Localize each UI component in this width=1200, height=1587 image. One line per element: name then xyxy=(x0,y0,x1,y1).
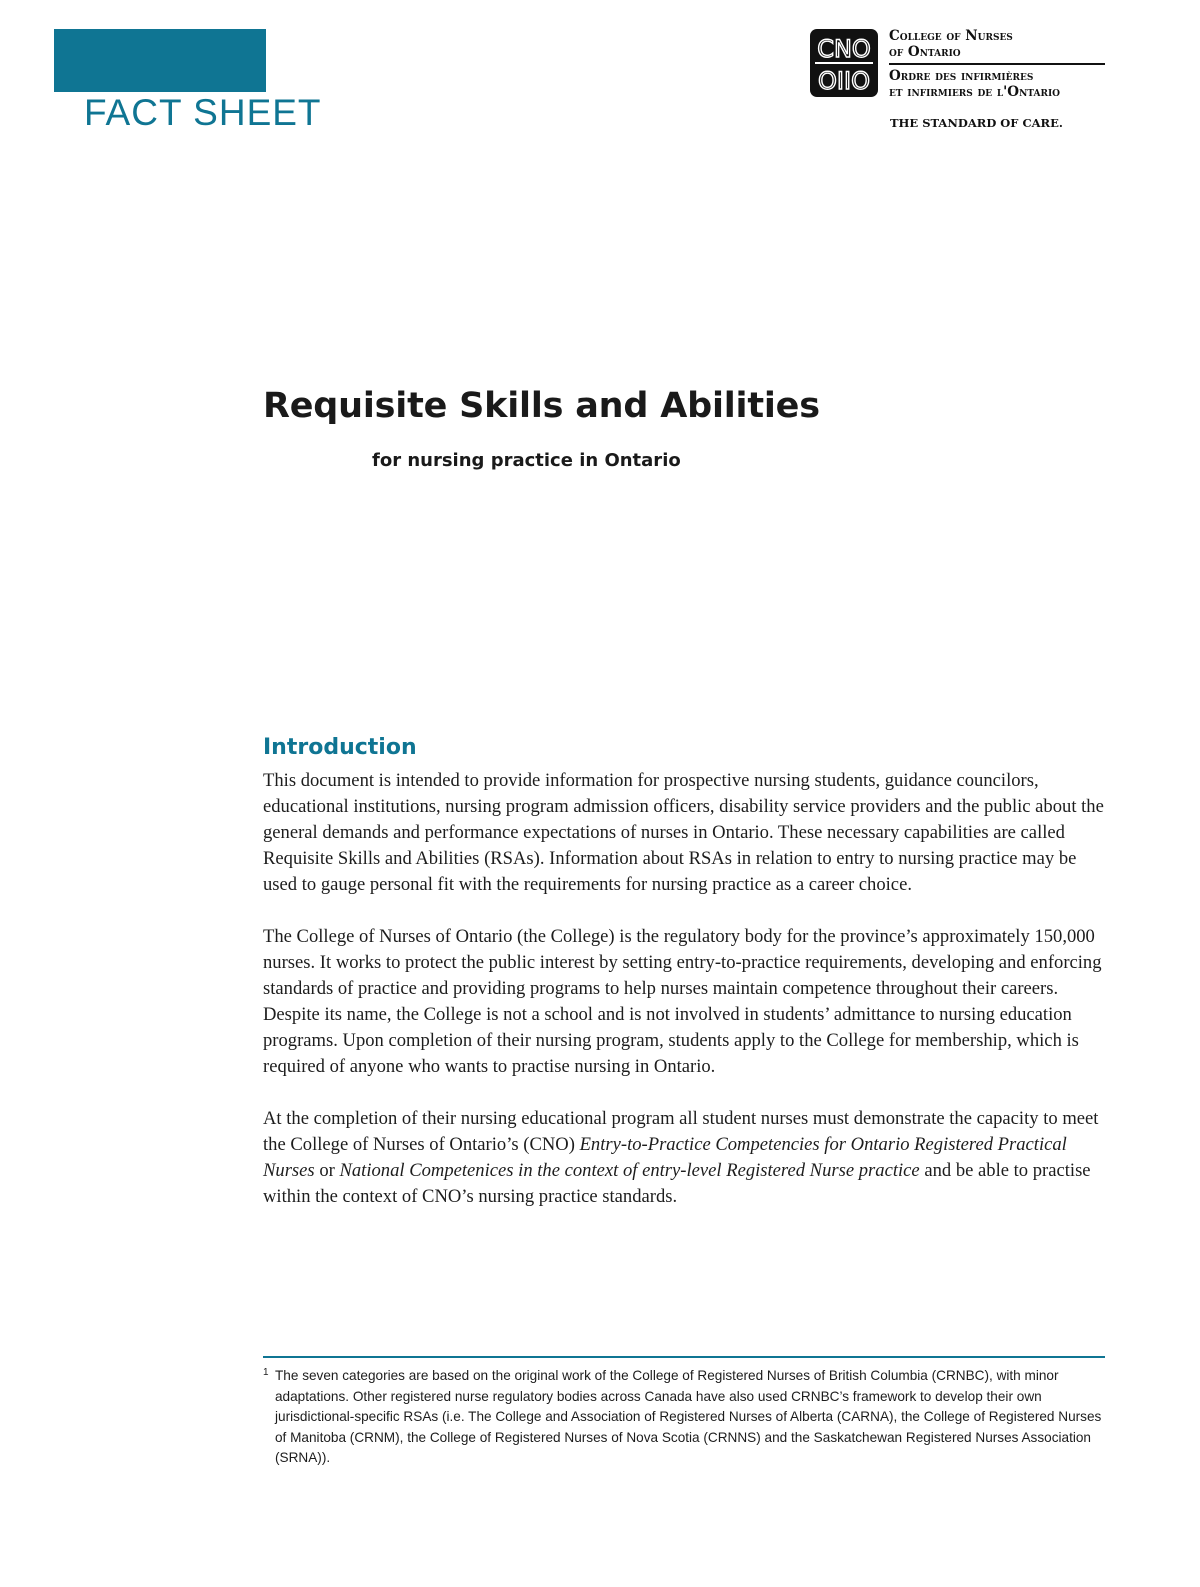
logo-line-french-2: et infirmiers de l'Ontario xyxy=(889,83,1061,100)
monogram-bottom-text: OIIO xyxy=(818,67,870,95)
document-title: Requisite Skills and Abilities xyxy=(263,386,820,426)
fact-sheet-label: FACT SHEET xyxy=(84,92,322,133)
logo-line-english-2: of Ontario xyxy=(889,43,961,60)
introduction-heading: Introduction xyxy=(263,735,417,760)
introduction-section xyxy=(263,734,1113,1236)
cno-monogram-icon xyxy=(809,28,879,98)
logo-line-french-1: Ordre des infirmières xyxy=(889,68,1034,84)
para3-text-1: At the completion of their nursing educational program all student nurses must demonstrate the capacity to meet the College of Nurses of Ontario’s (CNO) xyxy=(263,1108,1099,1155)
introduction-paragraph-3 xyxy=(263,1106,1113,1210)
footnote-text: The seven categories are based on the original work of the College of Registered Nurses of British Columbia (CRNBC), with minor adaptations. Other registered nurse regulatory bodies across Canada have also used CRNBC’s framework to develop their own jurisdictional-specific RSAs (i.e. The College and Association of Registered Nurses of Alberta (CARNA), the College of Registered Nurses of Manitoba (CRNM), the College of Registered Nurses of Nova Scotia (CRNNS) and the Saskatchewan Registered Nurses Association (SRNA)). xyxy=(275,1368,1102,1465)
logo-divider xyxy=(889,63,1105,65)
logo-line-english-1: College of Nurses xyxy=(889,28,1013,44)
introduction-paragraph-2: The College of Nurses of Ontario (the College) is the regulatory body for the province’s approximately 150,000 nurses. It works to protect the public interest by setting entry-to-practice requirements, developing and enforcing standards of practice and providing programs to help nurses maintain competence throughout their careers. Despite its name, the College is not a school and is not involved in students’ admittance to nursing education programs. Upon completion of their nursing program, students apply to the College for membership, which is required of anyone who wants to practise nursing in Ontario. xyxy=(263,926,1102,1077)
cno-logo xyxy=(809,28,1129,138)
footnote-divider xyxy=(263,1356,1105,1358)
header-color-bar xyxy=(54,29,266,92)
logo-tagline: THE STANDARD OF CARE. xyxy=(890,116,1063,130)
introduction-paragraph-1: This document is intended to provide information for prospective nursing students, guidance councilors, educational institutions, nursing program admission officers, disability service providers and the public about the general demands and performance expectations of nurses in Ontario. These necessary capabilities are called Requisite Skills and Abilities (RSAs). Information about RSAs in relation to entry to nursing practice may be used to gauge personal fit with the requirements for nursing practice as a career choice. xyxy=(263,770,1104,895)
para3-italic-title-2: National Competenices in the context of entry-level Registered Nurse practice xyxy=(339,1160,920,1181)
monogram-top-text: CNO xyxy=(817,35,871,63)
para3-text-3: and be able to practise within the context of CNO’s nursing practice standards. xyxy=(263,1160,1091,1207)
logo-wordmark xyxy=(889,29,1105,100)
para3-italic-title-1: Entry-to-Practice Competencies for Ontario Registered Practical Nurses xyxy=(263,1134,1067,1181)
para3-text-2: or xyxy=(314,1160,340,1181)
document-subtitle: for nursing practice in Ontario xyxy=(372,450,681,471)
footnote-marker: 1 xyxy=(263,1367,269,1378)
footnote xyxy=(263,1366,1103,1469)
